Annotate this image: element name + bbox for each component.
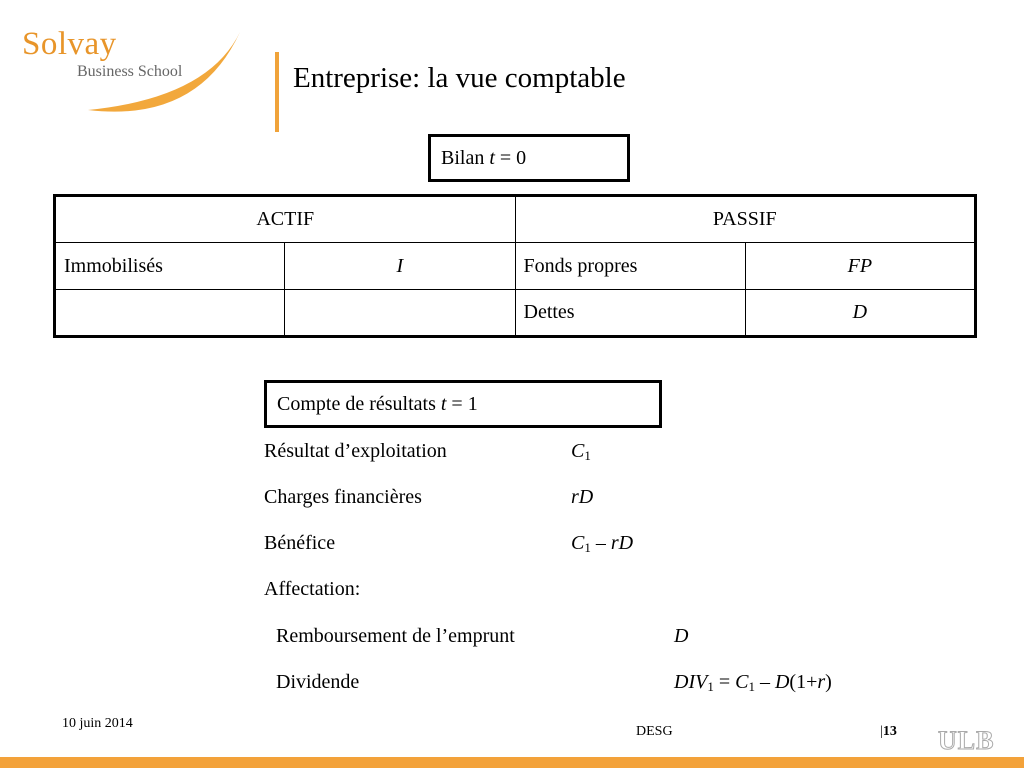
bilan-label-box (428, 134, 630, 182)
math-subscript: 1 (707, 679, 714, 694)
resultat-value (571, 440, 591, 464)
charges-label: Charges financières (264, 486, 422, 508)
affectation-label: Affectation: (264, 578, 361, 600)
bilan-var: t (489, 147, 495, 169)
math-operator: ) (825, 671, 832, 693)
dividende-label: Dividende (276, 671, 360, 693)
math-operator: = (713, 671, 736, 693)
footer-date: 10 juin 2014 (62, 716, 133, 731)
remboursement-label: Remboursement de l’emprunt (276, 625, 515, 647)
title-accent-bar (275, 52, 279, 132)
math-operator: – (590, 532, 611, 554)
table-row (55, 243, 976, 290)
header-passif: PASSIF (515, 196, 976, 243)
bilan-text: Bilan (441, 147, 490, 169)
footer-page-number (880, 724, 897, 740)
table-cell: D (745, 290, 975, 337)
math-operator: (1+ (789, 671, 818, 693)
math-symbol: rD (610, 532, 634, 554)
logo-business-school-text: Business School (77, 63, 183, 80)
page-number: 13 (882, 724, 897, 739)
table-cell: FP (745, 243, 975, 290)
math-symbol: C (571, 440, 585, 462)
math-subscript: 1 (584, 540, 591, 555)
math-symbol: r (817, 671, 826, 693)
remboursement-value: D (674, 625, 689, 647)
compte-label-box (264, 380, 662, 428)
math-symbol: C (571, 532, 585, 554)
math-symbol: D (774, 671, 790, 693)
math-symbol: DIV (674, 671, 708, 693)
slide-title: Entreprise: la vue comptable (293, 62, 626, 94)
table-header-row (55, 196, 976, 243)
bilan-rest: = 0 (494, 147, 527, 169)
bottom-accent-band (0, 757, 1024, 768)
dividende-value (674, 671, 832, 695)
benefice-label: Bénéfice (264, 532, 336, 554)
compte-var: t (440, 393, 447, 415)
table-cell: Dettes (515, 290, 745, 337)
resultat-label: Résultat d’exploitation (264, 440, 447, 462)
table-cell: Immobilisés (55, 243, 285, 290)
compte-text: Compte de résultats (277, 393, 441, 415)
bilan-table (53, 194, 977, 338)
footer-center-text: DESG (636, 724, 673, 739)
compte-rest: = 1 (446, 393, 478, 415)
table-cell (55, 290, 285, 337)
math-subscript: 1 (584, 448, 591, 463)
table-cell (285, 290, 515, 337)
table-cell: I (285, 243, 515, 290)
ulb-logo-text: ULB (938, 726, 995, 755)
benefice-value (571, 532, 633, 556)
math-subscript: 1 (748, 679, 755, 694)
header-actif: ACTIF (55, 196, 516, 243)
table-row (55, 290, 976, 337)
table-cell: Fonds propres (515, 243, 745, 290)
charges-value: rD (571, 486, 594, 508)
logo-solvay-text: Solvay (22, 26, 117, 62)
math-operator: – (754, 671, 775, 693)
page-separator: | (880, 724, 883, 739)
math-symbol: C (735, 671, 749, 693)
